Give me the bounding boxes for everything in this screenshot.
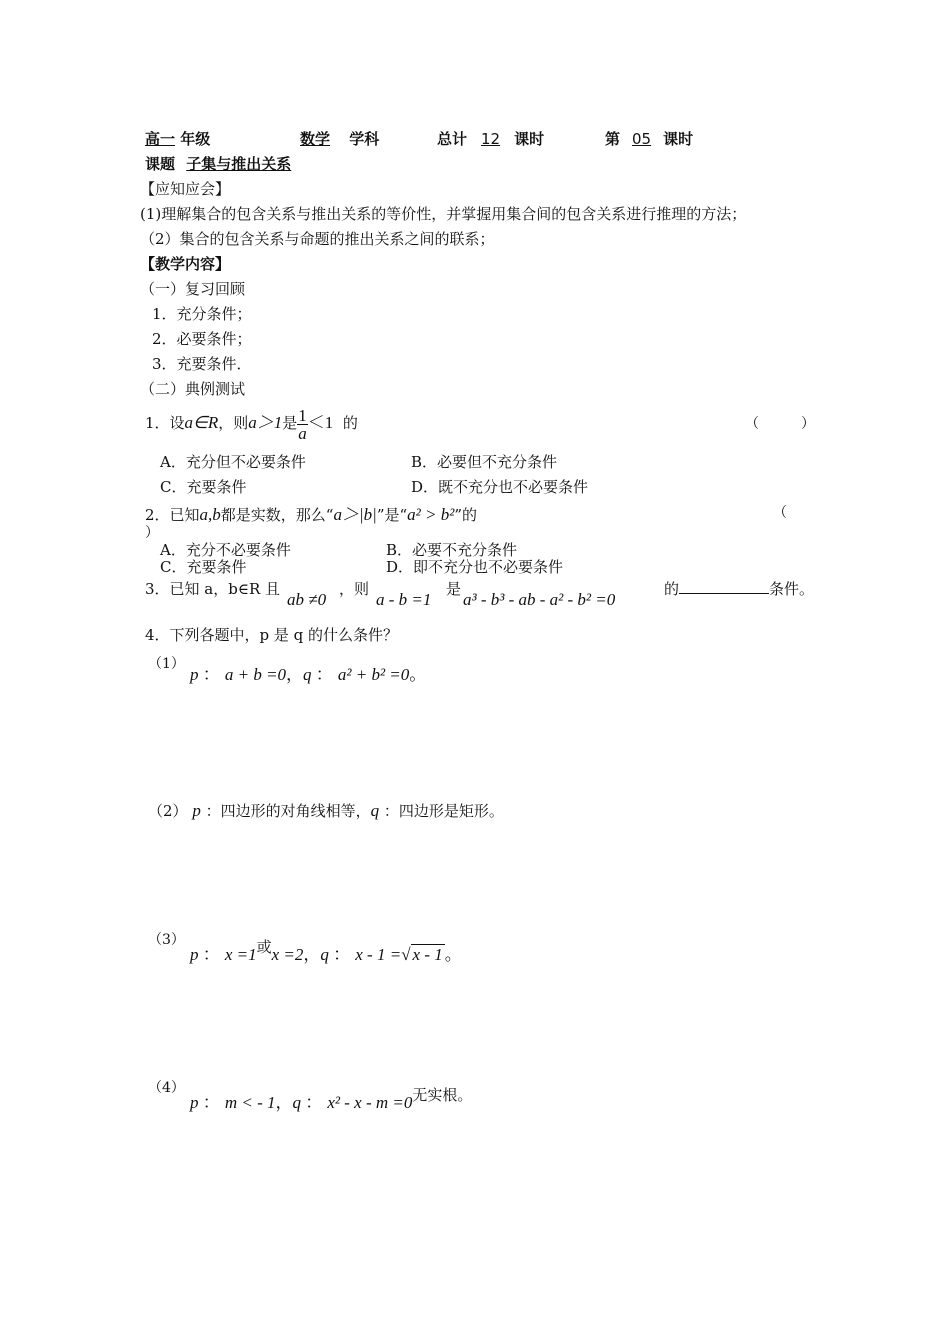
q4-3-p2: x =2 <box>271 945 304 964</box>
q4-4-q: x² - x - m =0 <box>327 1093 413 1112</box>
q4-item-3: p ： x =1或x =2，q ： x - 1 =√ x - 1 。 <box>190 938 462 964</box>
question-1 <box>145 400 358 445</box>
q4-4-p: m < - 1 <box>224 1093 276 1112</box>
q1-end: 的 <box>342 414 358 432</box>
nth-line <box>605 128 693 149</box>
q2-option-d: D．即不充分也不必要条件 <box>386 558 564 576</box>
header-line <box>145 128 210 149</box>
q4-item-2: （2） p ：四边形的对角线相等，q ：四边形是矩形。 <box>148 801 504 820</box>
q4-4-q-label: q <box>292 1093 302 1112</box>
subject-label: 学科 <box>349 130 380 148</box>
q4-prompt: 4．下列各题中，p 是 q 的什么条件？ <box>145 626 399 644</box>
sqrt-icon: √ <box>401 945 411 964</box>
grade: 高一 <box>145 130 176 148</box>
review-item-3: 3．充要条件． <box>152 355 252 373</box>
q4-2-num: （2） <box>148 802 188 820</box>
q2-option-a: A．充分不必要条件 <box>160 541 291 559</box>
review-item-2: 2．必要条件； <box>152 330 252 348</box>
grade-label: 年级 <box>180 130 211 148</box>
q4-1-q-label: q <box>303 665 312 684</box>
goals-heading: 【应知应会】 <box>140 180 231 198</box>
q1-option-d: D．既不充分也不必要条件 <box>411 478 589 496</box>
nth-count: 05 <box>632 130 652 148</box>
q4-item-4-num: （4） <box>148 1080 185 1096</box>
q4-1-q: a² + b² =0 <box>337 665 410 684</box>
q4-item-1: p ： a + b =0，q ： a² + b² =0。 <box>190 665 427 684</box>
q3-cond3: a³ - b³ - ab - a² - b² =0 <box>463 590 616 609</box>
q2-prefix: 2．已知 <box>145 506 200 524</box>
q2-cond2: a² > b² <box>407 505 455 524</box>
q4-2-p: 四边形的对角线相等， <box>220 802 371 820</box>
q1-cond2: a＞1 <box>248 413 283 432</box>
q2-is: ”是“ <box>376 506 408 524</box>
q2-option-b: B．必要不充分条件 <box>386 541 518 559</box>
q4-2-q-label: q <box>370 801 380 820</box>
q4-3-or: 或 <box>256 938 272 956</box>
subject: 数学 <box>300 130 331 148</box>
q4-4-tail: 无实根。 <box>412 1086 473 1104</box>
q1-frac-den: a <box>298 423 307 443</box>
q1-prefix: 1．设 <box>145 414 185 432</box>
subject-line <box>286 128 379 149</box>
q4-3-p1: x =1 <box>224 945 257 964</box>
q4-item-4: p ： m < - 1，q ： x² - x - m =0无实根。 <box>190 1086 473 1112</box>
q1-option-b: B．必要但不充分条件 <box>411 453 558 471</box>
q3-cond1: ab ≠0 <box>287 590 327 609</box>
q4-1-tail: 。 <box>409 665 427 684</box>
q2-mid: 都是实数，那么“ <box>220 506 334 524</box>
q1-cond1: a∈R <box>184 413 219 432</box>
q2-paren-close: ） <box>145 525 159 541</box>
q3-cond2: a - b =1 <box>376 590 432 609</box>
q2-end: ”的 <box>454 506 478 524</box>
nth-hours-label: 课时 <box>663 130 694 148</box>
q1-frac-num: 1 <box>298 405 307 425</box>
q2-vars: a,b <box>199 505 221 524</box>
topic-line <box>145 153 297 174</box>
q3-end2: 条件。 <box>769 580 815 598</box>
examples-heading: （二）典例测试 <box>140 380 246 398</box>
q2-paren-open: （ <box>773 505 787 521</box>
q4-4-p-label: p <box>190 1093 199 1112</box>
total-line <box>437 128 544 149</box>
q4-3-sqrt-arg: x - 1 <box>412 945 443 964</box>
q4-3-q: x - 1 = <box>355 945 402 964</box>
goal-item-1: (1)理解集合的包含关系与推出关系的等价性，并掌握用集合间的包含关系进行推理的方法； <box>140 205 747 223</box>
q4-item-1-num: （1） <box>148 656 185 672</box>
q2-option-c: C．充要条件 <box>160 558 247 576</box>
hours-label: 课时 <box>514 130 545 148</box>
topic-label: 课题 <box>145 155 176 173</box>
q1-fraction <box>297 407 308 442</box>
q4-1-p-label: p <box>190 665 199 684</box>
q1-option-a: A．充分但不必要条件 <box>160 453 306 471</box>
q1-option-c: C．充要条件 <box>160 478 247 496</box>
q1-tail: ＜1 <box>307 413 334 432</box>
q4-2-p-label: p <box>192 801 201 820</box>
q4-1-p: a + b =0 <box>224 665 287 684</box>
q3-is: 是 <box>446 580 462 598</box>
topic-value: 子集与推出关系 <box>186 155 292 173</box>
q1-mid: ，则 <box>218 414 249 432</box>
q3-end1: 的 <box>664 580 680 598</box>
total-count: 12 <box>481 130 501 148</box>
q4-3-p-label: p <box>190 945 199 964</box>
q1-answer-paren: （ ） <box>745 416 815 432</box>
content-heading: 【教学内容】 <box>140 255 231 273</box>
goal-item-2: （2）集合的包含关系与命题的推出关系之间的联系； <box>140 230 495 248</box>
review-item-1: 1．充分条件； <box>152 305 252 323</box>
q2-cond1: a＞|b| <box>333 505 377 524</box>
question-2 <box>145 500 477 525</box>
q1-is: 是 <box>282 414 298 432</box>
q4-item-3-num: （3） <box>148 932 185 948</box>
nth-label: 第 <box>605 130 621 148</box>
q4-3-tail: 。 <box>444 945 462 964</box>
q3-mid: ，则 <box>339 580 370 598</box>
q4-2-q: 四边形是矩形。 <box>398 802 504 820</box>
review-heading: （一）复习回顾 <box>140 280 246 298</box>
q3-prefix: 3．已知 a，b∈R 且 <box>145 580 281 598</box>
q3-answer-blank[interactable] <box>679 579 769 594</box>
q3-tail <box>664 578 814 599</box>
q4-3-q-label: q <box>320 945 329 964</box>
total-label: 总计 <box>437 130 468 148</box>
